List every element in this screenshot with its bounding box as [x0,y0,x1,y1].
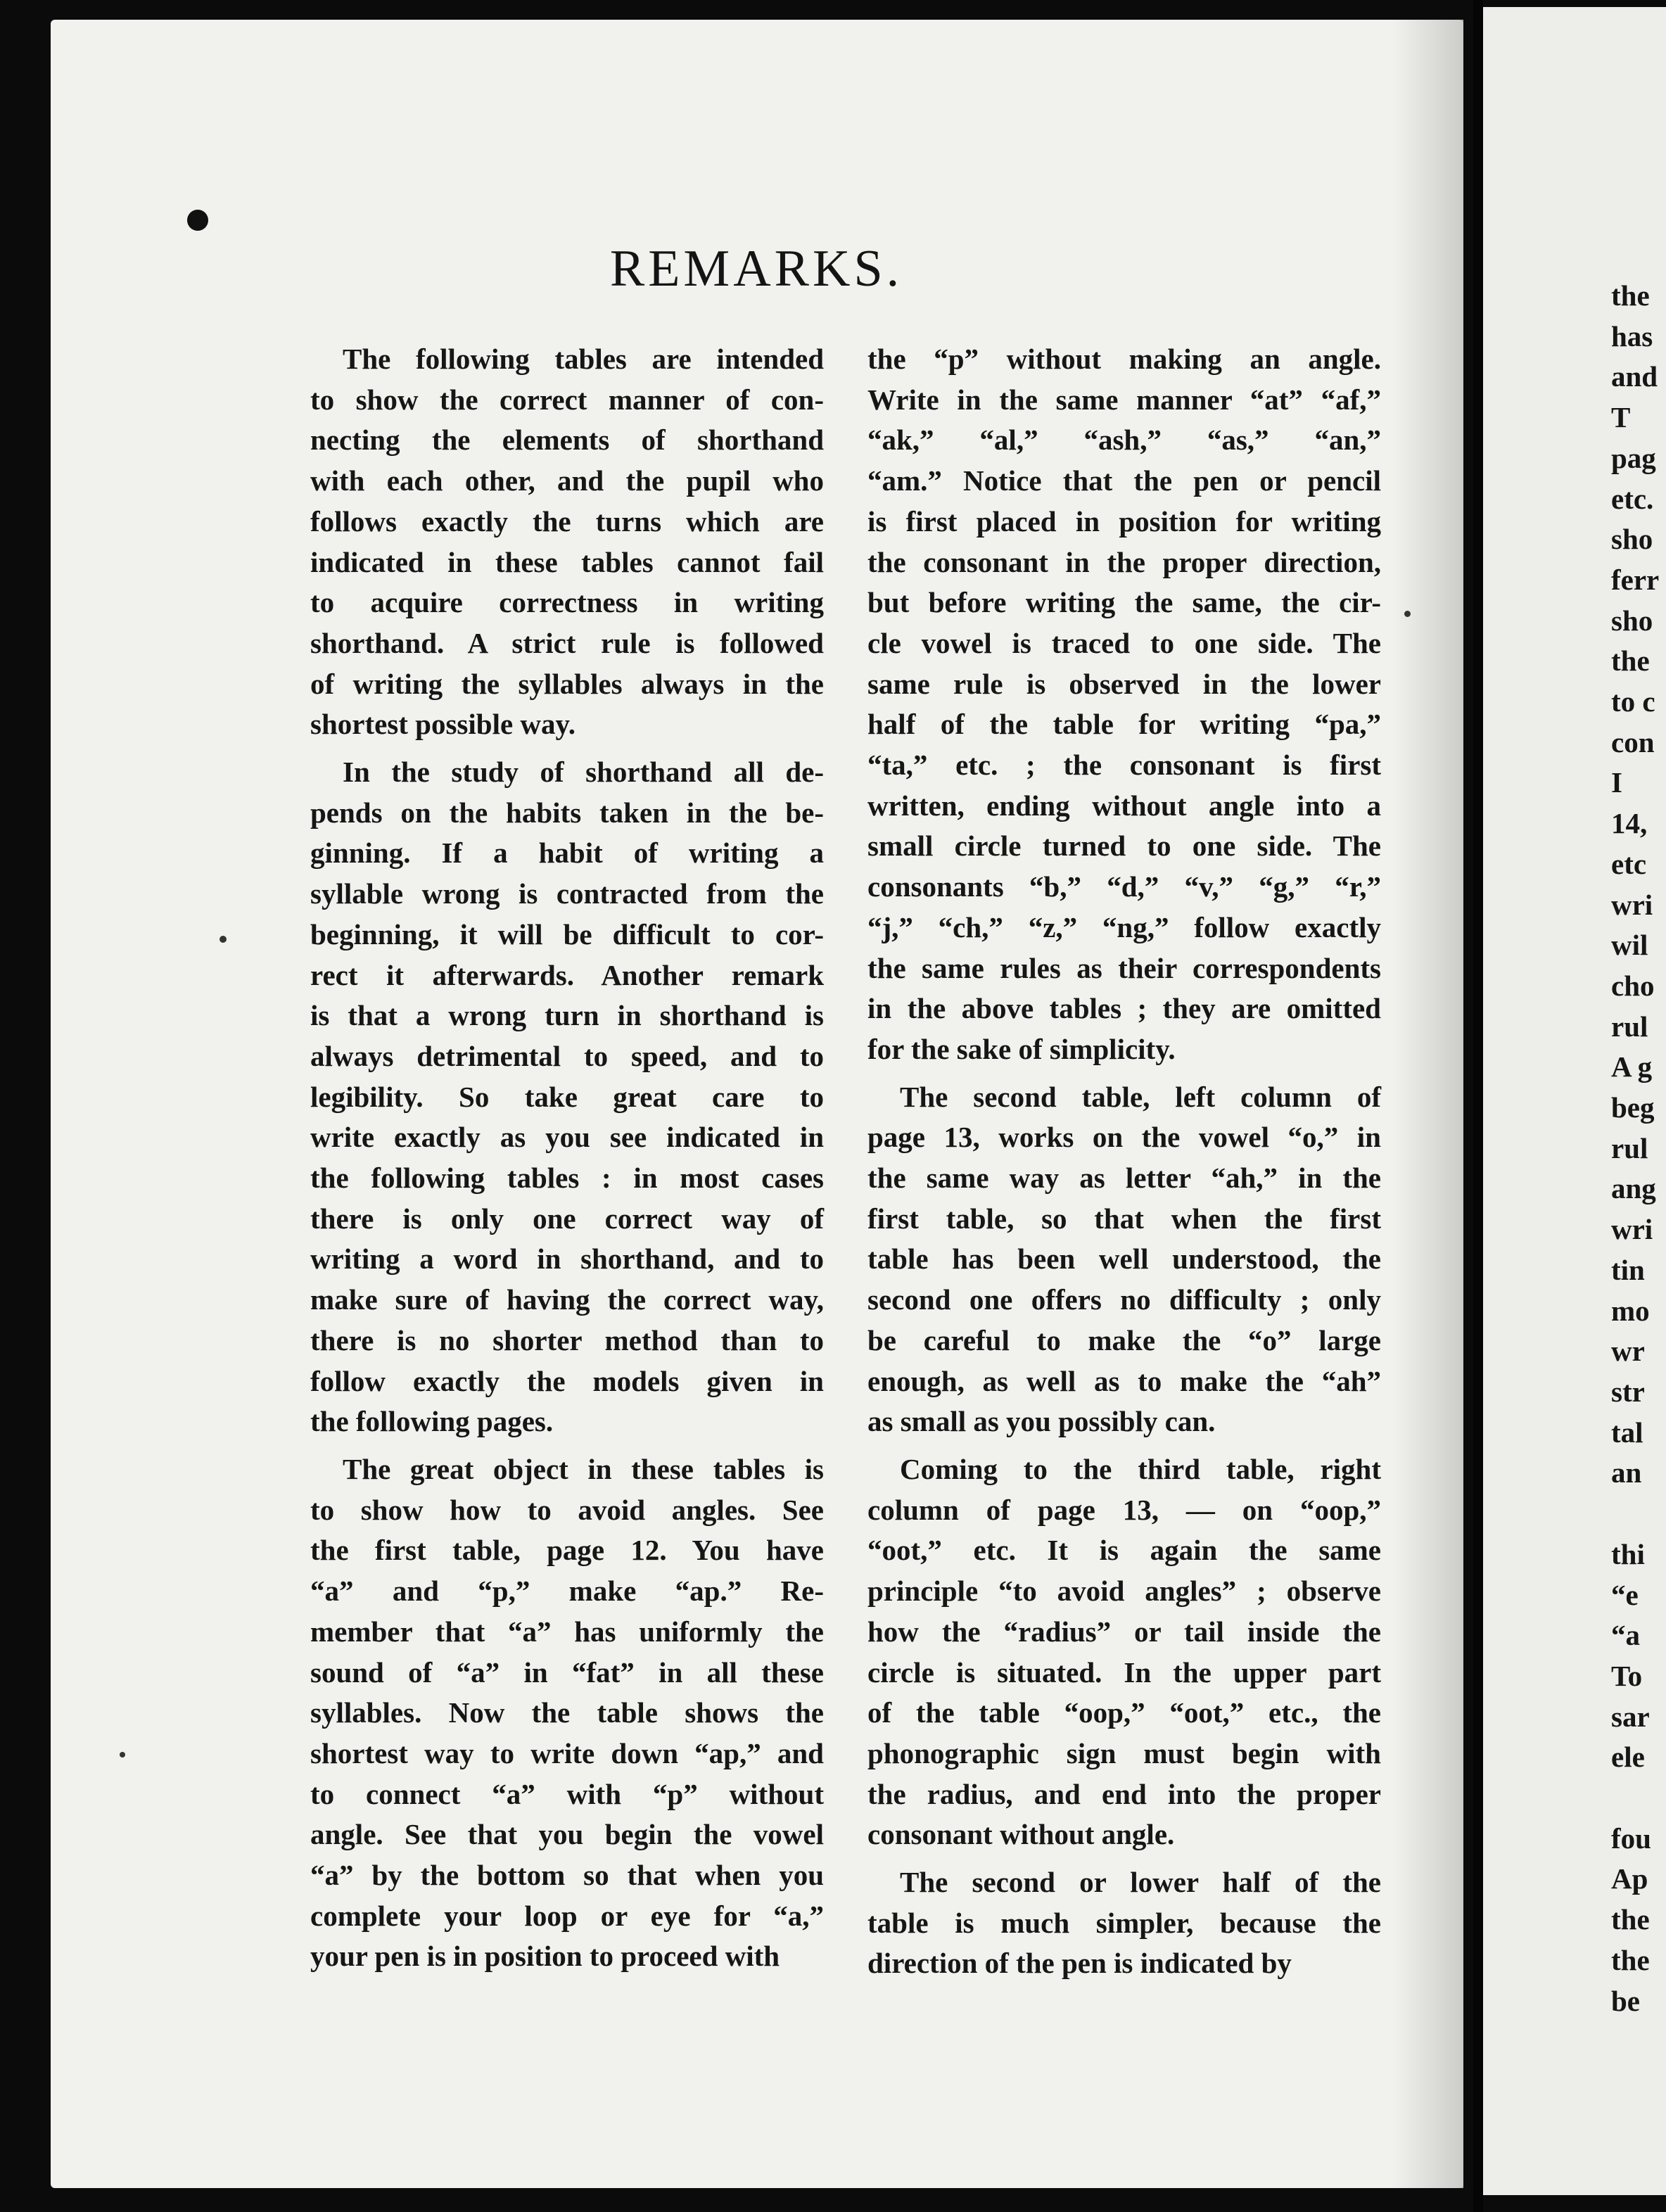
text-line: is first placed in position for writing [867,504,1381,538]
text-line: phonographic sign must begin with [867,1736,1381,1769]
paragraph [867,1077,1381,1442]
paragraph [310,1449,824,1977]
fragment-line: fou [1611,1822,1651,1855]
text-line: is that a wrong turn in shorthand is [310,999,824,1032]
text-line: The second table, left column of [900,1080,1381,1113]
text-line: the following tables : in most cases [310,1162,824,1195]
fragment-line: rul [1611,1010,1648,1043]
text-line: cle vowel is traced to one side. The [867,626,1381,659]
fragment-line: pag [1611,441,1656,474]
text-line: write exactly as you see indicated in [310,1121,824,1154]
text-line: column of page 13, — on “oop,” [867,1493,1381,1526]
text-line: make sure of having the correct way, [310,1283,824,1316]
text-line: rect it afterwards. Another remark [310,958,824,991]
text-line: The second or lower half of the [900,1866,1381,1899]
fragment-line: I [1611,766,1622,799]
fragment-line: thi [1611,1537,1645,1570]
paragraph [867,1449,1381,1855]
text-line: written, ending without angle into a [867,789,1381,822]
text-line: to acquire correctness in writing [310,586,824,619]
text-line: complete your loop or eye for “a,” [310,1899,824,1932]
text-line: consonants “b,” “d,” “v,” “g,” “r,” [867,870,1381,903]
fragment-line: wri [1611,888,1653,921]
text-line: the consonant in the proper direction, [867,545,1381,578]
fragment-line: sho [1611,523,1653,556]
text-line: indicated in these tables cannot fail [310,545,824,578]
text-line: to show how to avoid angles. See [310,1493,824,1526]
fragment-line: etc. [1611,482,1654,515]
text-line: half of the table for writing “pa,” [867,708,1381,741]
fragment-line: mo [1611,1294,1650,1327]
fragment-line: beg [1611,1091,1655,1124]
text-line: how the “radius” or tail inside the [867,1615,1381,1648]
next-page-fragment-column [1611,276,1660,2021]
text-line: follows exactly the turns which are [310,504,824,538]
text-line: In the study of shorthand all de- [343,756,824,789]
text-line: member that “a” has uniformly the [310,1615,824,1648]
fragment-line [1611,1778,1653,1819]
text-line: with each other, and the pupil who [310,464,824,497]
text-line: same rule is observed in the lower [867,667,1381,700]
ink-speck [1404,611,1411,617]
text-line: Write in the same manner “at” “af,” [867,383,1381,416]
fragment-line [1611,1494,1653,1534]
text-line: of the table “oop,” “oot,” etc., the [867,1696,1381,1729]
text-line: second one offers no difficulty ; only [867,1283,1381,1316]
fragment-line: the [1611,644,1650,678]
text-line: consonant without angle. [867,1818,1175,1851]
text-line: “j,” “ch,” “z,” “ng,” follow exactly [867,910,1381,943]
text-line: your pen is in position to proceed with [310,1940,780,1973]
fragment-line: Ap [1611,1862,1648,1895]
text-line: writing a word in shorthand, and to [310,1242,824,1276]
text-line: always detrimental to speed, and to [310,1039,824,1072]
text-line: to connect “a” with “p” without [310,1777,824,1810]
page-title: REMARKS. [609,240,903,298]
fragment-line: be [1611,1984,1640,2017]
text-line: “ta,” etc. ; the consonant is first [867,749,1381,782]
text-line: “ak,” “al,” “ash,” “as,” “an,” [867,424,1381,457]
fragment-line: “e [1611,1578,1639,1611]
page-divider [1473,0,1483,2212]
text-line: angle. See that you begin the vowel [310,1818,824,1851]
text-line: the first table, page 12. You have [310,1534,824,1567]
text-line: direction of the pen is indicated by [867,1947,1292,1980]
fragment-line: etc [1611,847,1647,880]
text-line: there is no shorter method than to [310,1323,824,1356]
fragment-line: wri [1611,1213,1653,1246]
text-line: but before writing the same, the cir- [867,586,1381,619]
fragment-line: 14, [1611,807,1648,840]
text-line: there is only one correct way of [310,1202,824,1235]
fragment-line: ang [1611,1172,1656,1205]
fragment-line: the [1611,1943,1650,1976]
text-line: the same way as letter “ah,” in the [867,1162,1381,1195]
fragment-line: the [1611,1903,1650,1936]
text-line: necting the elements of shorthand [310,424,824,457]
paragraph [310,752,824,1442]
text-line: legibility. So take great care to [310,1080,824,1113]
fragment-line: con [1611,725,1655,758]
fragment-line: ele [1611,1741,1645,1774]
paragraph [310,339,824,745]
text-line: shortest possible way. [310,708,576,741]
text-line: beginning, it will be difficult to cor- [310,917,824,951]
text-line: the “p” without making an angle. [867,343,1381,375]
text-line: “am.” Notice that the pen or pencil [867,464,1381,497]
fragment-line: sho [1611,604,1653,637]
text-line: as small as you possibly can. [867,1405,1216,1438]
fragment-line: T [1611,401,1631,434]
text-line: be careful to make the “o” large [867,1323,1381,1356]
text-line: follow exactly the models given in [310,1364,824,1397]
text-line: pends on the habits taken in the be- [310,796,824,829]
text-line: The following tables are intended [343,343,824,375]
text-line: shortest way to write down “ap,” and [310,1736,824,1769]
text-line: for the sake of simplicity. [867,1032,1176,1065]
text-line: sound of “a” in “fat” in all these [310,1655,824,1689]
text-line: to show the correct manner of con- [310,383,824,416]
text-line: Coming to the third table, right [900,1452,1381,1485]
fragment-line: wr [1611,1335,1645,1368]
text-line: the following pages. [310,1405,554,1438]
fragment-line: wil [1611,929,1648,962]
fragment-line: cho [1611,969,1655,1002]
paragraph [867,339,1381,1070]
text-line: page 13, works on the vowel “o,” in [867,1121,1381,1154]
text-line: “a” and “p,” make “ap.” Re- [310,1575,824,1608]
left-text-column [310,339,824,1984]
ink-speck [120,1752,125,1757]
fragment-line: To [1611,1659,1643,1692]
fragment-line: ferr [1611,563,1660,596]
fragment-line: “a [1611,1619,1640,1652]
text-line: The great object in these tables is [343,1452,824,1485]
text-line: circle is situated. In the upper part [867,1655,1381,1689]
text-line: the radius, and end into the proper [867,1777,1381,1810]
fragment-line: and [1611,360,1658,393]
ink-speck [220,936,227,943]
binding-hole [187,210,208,231]
text-line: ginning. If a habit of writing a [310,837,824,870]
text-line: “a” by the bottom so that when you [310,1859,824,1892]
text-line: small circle turned to one side. The [867,830,1381,863]
right-text-column [867,339,1381,1991]
text-line: of writing the syllables always in the [310,667,824,700]
text-line: syllables. Now the table shows the [310,1696,824,1729]
fragment-line: sar [1611,1700,1650,1733]
paragraph [867,1862,1381,1984]
fragment-line: A g [1611,1050,1653,1083]
text-line: the same rules as their correspondents [867,951,1381,984]
text-line: in the above tables ; they are omitted [867,992,1381,1025]
text-line: syllable wrong is contracted from the [310,877,824,910]
fragment-line: rul [1611,1131,1648,1164]
text-line: table has been well understood, the [867,1242,1381,1276]
fragment-line: has [1611,319,1653,352]
text-line: “oot,” etc. It is again the same [867,1534,1381,1567]
fragment-line: the [1611,279,1650,312]
text-line: principle “to avoid angles” ; observe [867,1575,1381,1608]
fragment-line: str [1611,1375,1645,1408]
text-line: shorthand. A strict rule is followed [310,626,824,659]
text-line: table is much simpler, because the [867,1906,1381,1939]
fragment-line: to c [1611,685,1655,718]
text-line: enough, as well as to make the “ah” [867,1364,1381,1397]
fragment-line: tal [1611,1416,1643,1449]
fragment-line: tin [1611,1253,1645,1286]
fragment-line: an [1611,1456,1642,1489]
text-line: first table, so that when the first [867,1202,1381,1235]
gutter-shadow [1393,20,1463,2188]
